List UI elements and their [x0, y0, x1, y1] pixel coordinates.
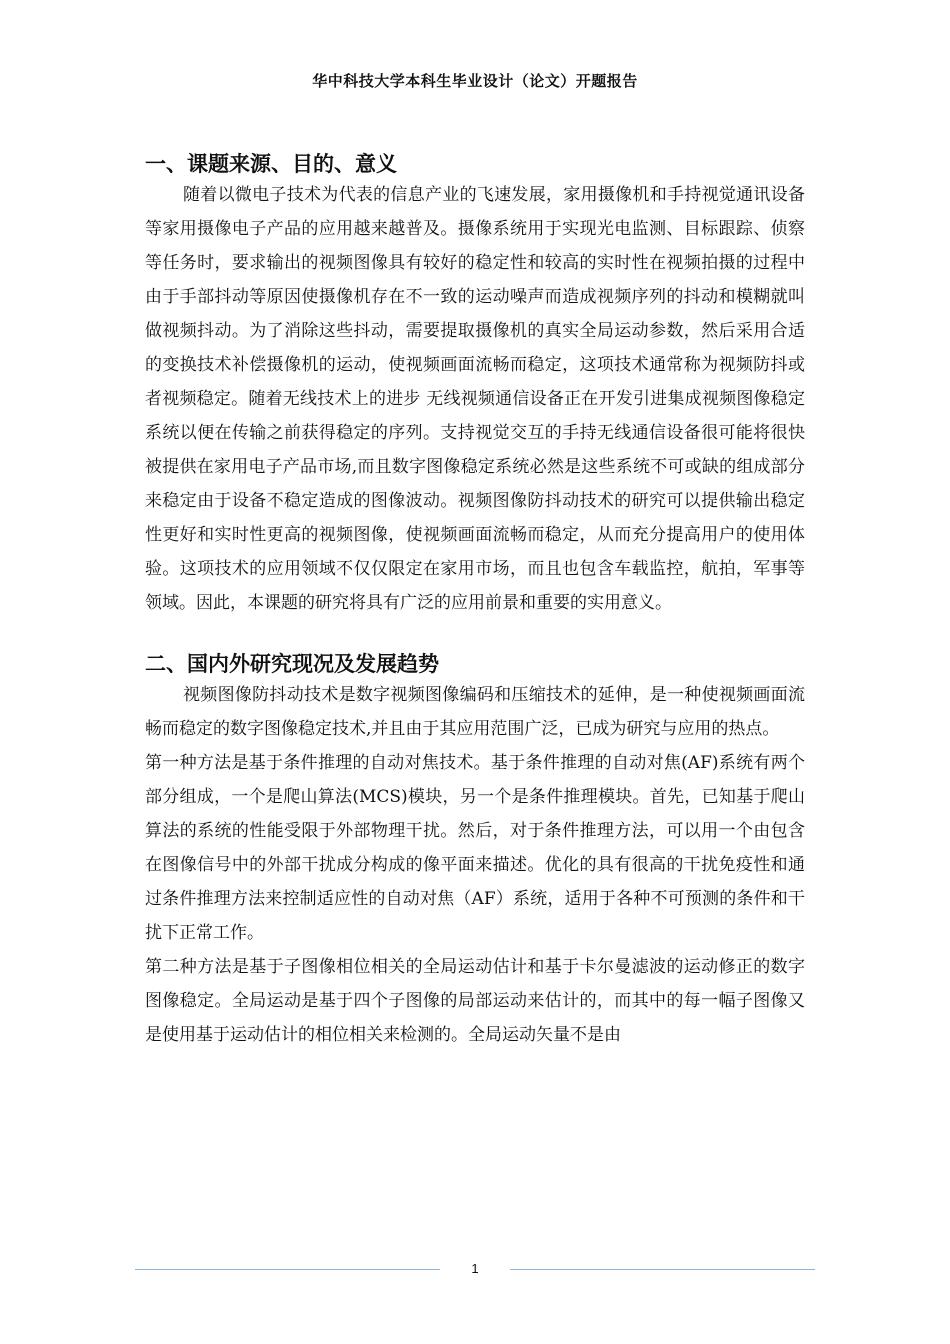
page-footer	[0, 1258, 950, 1282]
footer-rule-left	[135, 1269, 440, 1270]
page-number: 1	[471, 1261, 479, 1276]
section-gap	[145, 620, 805, 650]
document-body	[145, 150, 805, 1052]
section-title-source-purpose: 一、课题来源、目的、意义	[145, 152, 397, 176]
method-two-paragraph: 第二种方法是基于子图像相位相关的全局运动估计和基于卡尔曼滤波的运动修正的数字图像稳定。全局运动是基于四个子图像的局部运动来估计的，而其中的每一幅子图像又是使用基于运动估计的相位相关来检测的。全局运动矢量不是由	[145, 957, 805, 1045]
section-1-paragraph: 随着以微电子技术为代表的信息产业的飞速发展，家用摄像机和手持视觉通讯设备等家用摄像电子产品的应用越来越普及。摄像系统用于实现光电监测、目标跟踪、侦察等任务时，要求输出的视频图像具有较好的稳定性和较高的实时性在视频拍摄的过程中由于手部抖动等原因使摄像机存在不一致的运动噪声而造成视频序列的抖动和模糊就叫做视频抖动。为了消除这些抖动，需要提取摄像机的真实全局运动参数，然后采用合适的变换技术补偿摄像机的运动，使视频画面流畅而稳定，这项技术通常称为视频防抖或者视频稳定。随着无线技术上的进步 无线视频通信设备正在开发引进集成视频图像稳定系统以便在传输之前获得稳定的序列。支持视觉交互的手持无线通信设备很可能将很快被提供在家用电子产品市场,而且数字图像稳定系统必然是这些系统不可或缺的组成部分来稳定由于设备不稳定造成的图像波动。视频图像防抖动技术的研究可以提供输出稳定性更好和实时性更高的视频图像，使视频画面流畅而稳定，从而充分提高用户的使用体验。这项技术的应用领域不仅仅限定在家用市场，而且也包含车载监控，航拍，军事等领域。因此，本课题的研究将具有广泛的应用前景和重要的实用意义。	[145, 185, 805, 613]
page-header: 华中科技大学本科生毕业设计（论文）开题报告	[312, 72, 638, 90]
section-title-research-status: 二、国内外研究现况及发展趋势	[145, 652, 439, 676]
footer-rule-right	[510, 1269, 815, 1270]
method-one-paragraph: 第一种方法是基于条件推理的自动对焦技术。基于条件推理的自动对焦(AF)系统有两个部分组成，一个是爬山算法(MCS)模块，另一个是条件推理模块。首先，已知基于爬山算法的系统的性能受限于外部物理干扰。然后，对于条件推理方法，可以用一个由包含在图像信号中的外部干扰成分构成的像平面来描述。优化的具有很高的干扰免疫性和通过条件推理方法来控制适应性的自动对焦（AF）系统，适用于各种不可预测的条件和干扰下正常工作。	[145, 753, 805, 943]
section-2-intro-paragraph: 视频图像防抖动技术是数字视频图像编码和压缩技术的延伸，是一种使视频画面流畅而稳定的数字图像稳定技术,并且由于其应用范围广泛，已成为研究与应用的热点。	[145, 685, 805, 739]
